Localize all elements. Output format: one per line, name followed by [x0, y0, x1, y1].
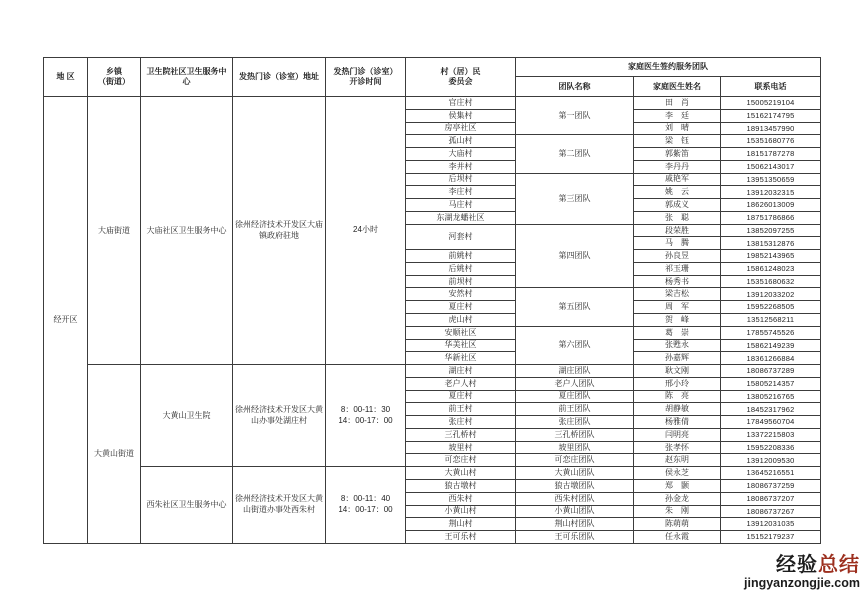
- cell-phone: 15805214357: [721, 377, 821, 390]
- cell-village: 孤山村: [406, 135, 516, 148]
- cell-phone: 13815312876: [721, 237, 821, 250]
- cell-phone: 15861248023: [721, 262, 821, 275]
- cell-village: 夏庄村: [406, 301, 516, 314]
- cell-village: 大黄山村: [406, 467, 516, 480]
- cell-team: 张庄团队: [516, 416, 634, 429]
- cell-team: 第一团队: [516, 97, 634, 135]
- cell-doctor: 闫明亮: [634, 428, 721, 441]
- cell-team: 第五团队: [516, 288, 634, 326]
- cell-phone: 15952208336: [721, 441, 821, 454]
- cell-phone: 13912009530: [721, 454, 821, 467]
- cell-village: 张庄村: [406, 416, 516, 429]
- cell-village: 前坝村: [406, 275, 516, 288]
- cell-center: 大黄山卫生院: [141, 365, 233, 467]
- cell-doctor: 邢小玲: [634, 377, 721, 390]
- cell-phone: 18361266884: [721, 352, 821, 365]
- cell-village: 坡里村: [406, 441, 516, 454]
- cell-village: 马庄村: [406, 199, 516, 212]
- watermark-brand-black: 经验: [776, 554, 818, 576]
- cell-phone: 15952268505: [721, 301, 821, 314]
- cell-phone: 15162174795: [721, 109, 821, 122]
- cell-village: 大庙村: [406, 148, 516, 161]
- cell-phone: 18086737207: [721, 492, 821, 505]
- cell-phone: 15005219104: [721, 97, 821, 110]
- cell-doctor: 郭紫笛: [634, 148, 721, 161]
- cell-team: 第六团队: [516, 326, 634, 364]
- col-header-center: 卫生院社区卫生服务中 心: [141, 58, 233, 97]
- cell-doctor: 李丹丹: [634, 160, 721, 173]
- cell-phone: 13852097255: [721, 224, 821, 237]
- cell-township: 大庙街道: [88, 97, 141, 365]
- cell-phone: 17855745526: [721, 326, 821, 339]
- cell-doctor: 戚艳军: [634, 173, 721, 186]
- cell-doctor: 郭成义: [634, 199, 721, 212]
- cell-doctor: 赵东明: [634, 454, 721, 467]
- cell-village: 李井村: [406, 160, 516, 173]
- cell-doctor: 张甦永: [634, 339, 721, 352]
- cell-phone: 18151787278: [721, 148, 821, 161]
- cell-village: 可恋庄村: [406, 454, 516, 467]
- col-header-address: 发热门诊（诊室）地址: [233, 58, 326, 97]
- cell-team: 老户人团队: [516, 377, 634, 390]
- col-header-team: 团队名称: [516, 77, 634, 97]
- cell-team: 狼古墩团队: [516, 479, 634, 492]
- col-header-township: 乡镇 （街道）: [88, 58, 141, 97]
- cell-village: 老户人村: [406, 377, 516, 390]
- cell-phone: 13912032315: [721, 186, 821, 199]
- cell-village: 后姚村: [406, 262, 516, 275]
- cell-phone: 15862149239: [721, 339, 821, 352]
- cell-team: 西朱村团队: [516, 492, 634, 505]
- cell-team: 荆山村团队: [516, 518, 634, 531]
- cell-doctor: 田 肖: [634, 97, 721, 110]
- cell-team: 三孔桥团队: [516, 428, 634, 441]
- cell-village: 后坝村: [406, 173, 516, 186]
- cell-team: 第三团队: [516, 173, 634, 224]
- cell-address: 徐州经济技术开发区大黄山街道办事处西朱村: [233, 467, 326, 544]
- cell-phone: 15062143017: [721, 160, 821, 173]
- cell-doctor: 葛 崇: [634, 326, 721, 339]
- cell-doctor: 段荣胜: [634, 224, 721, 237]
- cell-doctor: 马 腾: [634, 237, 721, 250]
- col-header-region: 地 区: [44, 58, 88, 97]
- fever-clinic-table-wrap: [43, 57, 821, 544]
- cell-doctor: 杨雅倩: [634, 416, 721, 429]
- col-header-village: 村（居）民 委员会: [406, 58, 516, 97]
- cell-township: 大黄山街道: [88, 365, 141, 544]
- cell-phone: 13645216551: [721, 467, 821, 480]
- cell-address: 徐州经济技术开发区大黄山办事处湖庄村: [233, 365, 326, 467]
- cell-doctor: 李 廷: [634, 109, 721, 122]
- cell-village: 西朱村: [406, 492, 516, 505]
- cell-team: 第四团队: [516, 224, 634, 288]
- cell-village: 华美社区: [406, 339, 516, 352]
- cell-phone: 13512568211: [721, 314, 821, 327]
- cell-doctor: 任永霞: [634, 531, 721, 544]
- cell-hours: 8：00-11：40 14：00-17：00: [326, 467, 406, 544]
- col-header-team-group: 家庭医生签约服务团队: [516, 58, 821, 77]
- cell-village: 安顺社区: [406, 326, 516, 339]
- cell-village: 华新社区: [406, 352, 516, 365]
- cell-doctor: 郑 颢: [634, 479, 721, 492]
- cell-doctor: 朱 刚: [634, 505, 721, 518]
- table-row: [44, 467, 821, 480]
- cell-phone: 15152179237: [721, 531, 821, 544]
- cell-village: 狼古墩村: [406, 479, 516, 492]
- cell-phone: 18751786866: [721, 211, 821, 224]
- cell-region: 经开区: [44, 97, 88, 544]
- watermark-title: [690, 555, 860, 575]
- cell-doctor: 陈萌萌: [634, 518, 721, 531]
- cell-village: 前王村: [406, 403, 516, 416]
- col-header-hours: 发热门诊（诊室） 开诊时间: [326, 58, 406, 97]
- cell-team: 王可乐团队: [516, 531, 634, 544]
- cell-doctor: 陈 亮: [634, 390, 721, 403]
- cell-center: 西朱社区卫生服务中心: [141, 467, 233, 544]
- cell-doctor: 孙良昱: [634, 250, 721, 263]
- cell-phone: 13912031035: [721, 518, 821, 531]
- cell-phone: 13372215803: [721, 428, 821, 441]
- cell-phone: 18452317962: [721, 403, 821, 416]
- cell-village: 官庄村: [406, 97, 516, 110]
- cell-village: 虎山村: [406, 314, 516, 327]
- watermark: [690, 555, 860, 590]
- cell-village: 房亭社区: [406, 122, 516, 135]
- cell-village: 三孔桥村: [406, 428, 516, 441]
- cell-team: 可恋庄团队: [516, 454, 634, 467]
- cell-hours: 24小时: [326, 97, 406, 365]
- cell-doctor: 杨秀书: [634, 275, 721, 288]
- table-row: [44, 97, 821, 110]
- cell-phone: 15351680632: [721, 275, 821, 288]
- cell-village: 侯集村: [406, 109, 516, 122]
- cell-phone: 15351680776: [721, 135, 821, 148]
- cell-doctor: 胡静敏: [634, 403, 721, 416]
- col-header-doctor: 家庭医生姓名: [634, 77, 721, 97]
- cell-village: 河套村: [406, 224, 516, 250]
- cell-doctor: 张 聪: [634, 211, 721, 224]
- cell-doctor: 刘 晴: [634, 122, 721, 135]
- main-table: [43, 57, 821, 544]
- cell-phone: 18086737259: [721, 479, 821, 492]
- cell-phone: 18086737267: [721, 505, 821, 518]
- table-body: [44, 97, 821, 544]
- cell-center: 大庙社区卫生服务中心: [141, 97, 233, 365]
- cell-village: 小黄山村: [406, 505, 516, 518]
- cell-team: 大黄山团队: [516, 467, 634, 480]
- cell-doctor: 梁吉松: [634, 288, 721, 301]
- cell-hours: 8：00-11：30 14：00-17：00: [326, 365, 406, 467]
- cell-village: 湖庄村: [406, 365, 516, 378]
- cell-village: 荆山村: [406, 518, 516, 531]
- cell-team: 第二团队: [516, 135, 634, 173]
- table-row: [44, 365, 821, 378]
- cell-phone: 19852143965: [721, 250, 821, 263]
- cell-village: 前姚村: [406, 250, 516, 263]
- cell-phone: 18086737289: [721, 365, 821, 378]
- cell-village: 夏庄村: [406, 390, 516, 403]
- cell-phone: 13912033202: [721, 288, 821, 301]
- cell-doctor: 张孝怀: [634, 441, 721, 454]
- cell-village: 李庄村: [406, 186, 516, 199]
- cell-team: 坡里团队: [516, 441, 634, 454]
- cell-doctor: 祁玉珊: [634, 262, 721, 275]
- cell-doctor: 贺 峰: [634, 314, 721, 327]
- cell-address: 徐州经济技术开发区大庙镇政府驻地: [233, 97, 326, 365]
- table-header: [44, 58, 821, 97]
- cell-doctor: 孙嘉辉: [634, 352, 721, 365]
- cell-village: 安然村: [406, 288, 516, 301]
- cell-team: 小黄山团队: [516, 505, 634, 518]
- cell-phone: 13951350659: [721, 173, 821, 186]
- cell-team: 夏庄团队: [516, 390, 634, 403]
- cell-team: 湖庄团队: [516, 365, 634, 378]
- cell-village: 东湖龙蟠社区: [406, 211, 516, 224]
- cell-phone: 13805216765: [721, 390, 821, 403]
- cell-doctor: 周 军: [634, 301, 721, 314]
- cell-team: 前王团队: [516, 403, 634, 416]
- col-header-phone: 联系电话: [721, 77, 821, 97]
- cell-doctor: 梁 钰: [634, 135, 721, 148]
- watermark-brand-red: 总结: [818, 554, 860, 576]
- cell-village: 王可乐村: [406, 531, 516, 544]
- cell-phone: 18913457990: [721, 122, 821, 135]
- cell-phone: 18626013009: [721, 199, 821, 212]
- cell-doctor: 耿文刚: [634, 365, 721, 378]
- cell-doctor: 姚 云: [634, 186, 721, 199]
- cell-doctor: 孙金龙: [634, 492, 721, 505]
- watermark-url: jingyanzongjie.com: [744, 576, 860, 590]
- cell-doctor: 侯永芝: [634, 467, 721, 480]
- cell-phone: 17849560704: [721, 416, 821, 429]
